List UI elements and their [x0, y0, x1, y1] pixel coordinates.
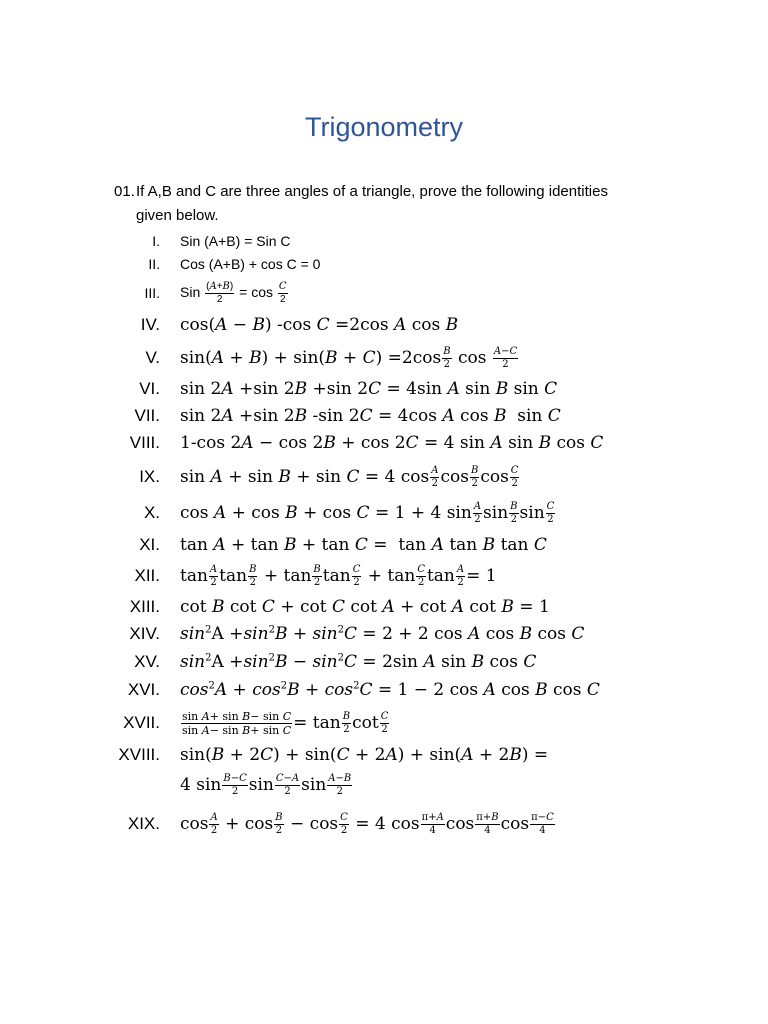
identity-9: [100, 458, 700, 496]
identity-math: Sin $\frac{(A+B)}{2}$ = cos $\frac{C}{2}$: [180, 280, 287, 305]
item-number: IV.: [140, 315, 160, 334]
identity-13: [100, 594, 700, 620]
item-number: VI.: [139, 379, 160, 398]
identity-16: [100, 677, 700, 703]
identity-math: cot B cot C + cot C cot A + cot A cot B = 1: [180, 597, 550, 617]
identity-math: sin(A + B) + sin(B + C) =2cos $\frac{B}{2}$ cos $\frac{A-C}{2}$: [180, 345, 518, 370]
identity-3: [100, 276, 700, 310]
identity-math: cos(A − B) -cos C =2cos A cos B: [180, 315, 459, 335]
page-title: Trigonometry: [304, 112, 464, 142]
item-number: XVIII.: [118, 745, 160, 764]
identity-17: [100, 704, 700, 742]
identity-18-continued: [100, 766, 700, 804]
identity-6: [100, 376, 700, 402]
question-line-2: given below.: [136, 207, 219, 224]
identity-math: sin A + sin B + sin C = 4 cos $\frac{A}{2}$ cos $\frac{B}{2}$ cos $\frac{C}{2}$: [180, 464, 519, 489]
item-number: XVII.: [123, 713, 160, 732]
identity-10: [100, 494, 700, 532]
item-number: XIX.: [127, 814, 160, 833]
identity-math: sin 2A +sin 2B +sin 2C = 4sin A sin B sin C: [180, 379, 558, 399]
identity-math: cos $\frac{A}{2}$ + cos $\frac{B}{2}$ − cos $\frac{C}{2}$ = 4 cos $\frac{\pi+A}{4}$ cos $\frac{\pi+B}{4}$ cos $\frac{\pi-C}{4}$: [180, 811, 554, 836]
item-number: II.: [148, 256, 160, 272]
identity-math: $\cos^2A + \cos^2B + \cos^2C = 1 - 2$ cos A cos B cos C: [180, 680, 600, 700]
question-number: 01.: [114, 183, 135, 200]
item-number: X.: [143, 503, 160, 522]
item-number: XVI.: [127, 680, 160, 699]
identity-math: sin(B + 2C) + sin(C + 2A) + sin(A + 2B) =: [180, 745, 549, 765]
identity-math: cos A + cos B + cos C = 1 + 4 sin $\frac{A}{2}$ sin $\frac{B}{2}$ sin $\frac{C}{2}$: [180, 500, 555, 525]
identity-19: [100, 804, 700, 844]
identity-math: 4 sin $\frac{B-C}{2}$ sin $\frac{C-A}{2}$ sin $\frac{A-B}{2}$: [180, 772, 352, 797]
identity-2: [100, 253, 700, 275]
identity-math: tan A + tan B + tan C = tan A tan B tan C: [180, 535, 547, 555]
identity-math: sin 2A +sin 2B -sin 2C = 4cos A cos B sin C: [180, 406, 561, 426]
identity-4: [100, 312, 700, 338]
identity-7: [100, 403, 700, 429]
item-number: IX.: [139, 467, 160, 486]
identity-15: [100, 649, 700, 675]
identity-math: $\sin^2A +\sin^2B + \sin^2C = 2 + 2$ cos A cos B cos C: [180, 624, 585, 644]
question-line-1: If A,B and C are three angles of a triangle, prove the following identities: [136, 183, 608, 200]
identity-5: [100, 340, 700, 376]
item-number: XIII.: [129, 597, 160, 616]
identity-math: tan $\frac{A}{2}$ tan $\frac{B}{2}$ + tan $\frac{B}{2}$ tan $\frac{C}{2}$ + tan $\frac{C}{2}$ tan $\frac{A}{2}$ = 1: [180, 563, 497, 588]
item-number: V.: [145, 348, 160, 367]
identity-math: $\frac{\text{sin A+ sin B− sin C}}{\text{sin A− sin B+ sin C}}$ = tan $\frac{B}{2}$ cot $\frac{C}{2}$: [182, 709, 389, 737]
item-number: XV.: [134, 652, 160, 671]
identity-18: [100, 742, 700, 768]
item-number: III.: [144, 285, 160, 301]
identity-text: Cos (A+B) + cos C = 0: [180, 256, 321, 272]
identity-text: Sin (A+B) = Sin C: [180, 233, 291, 249]
item-number: I.: [152, 233, 160, 249]
item-number: XII.: [134, 566, 160, 585]
identity-12: [100, 558, 700, 594]
identity-8: [100, 430, 700, 456]
item-number: XI.: [139, 535, 160, 554]
identity-math: 1-cos 2A − cos 2B + cos 2C = 4 sin A sin B cos C: [180, 433, 604, 453]
item-number: VII.: [134, 406, 160, 425]
identity-14: [100, 621, 700, 647]
item-number: XIV.: [129, 624, 160, 643]
identity-11: [100, 532, 700, 558]
identity-math: $\sin^2A +\sin^2B - \sin^2C = 2\sin$ A sin B cos C: [180, 652, 537, 672]
item-number: VIII.: [129, 433, 160, 452]
question-text: [114, 180, 674, 228]
identity-1: [100, 230, 700, 252]
